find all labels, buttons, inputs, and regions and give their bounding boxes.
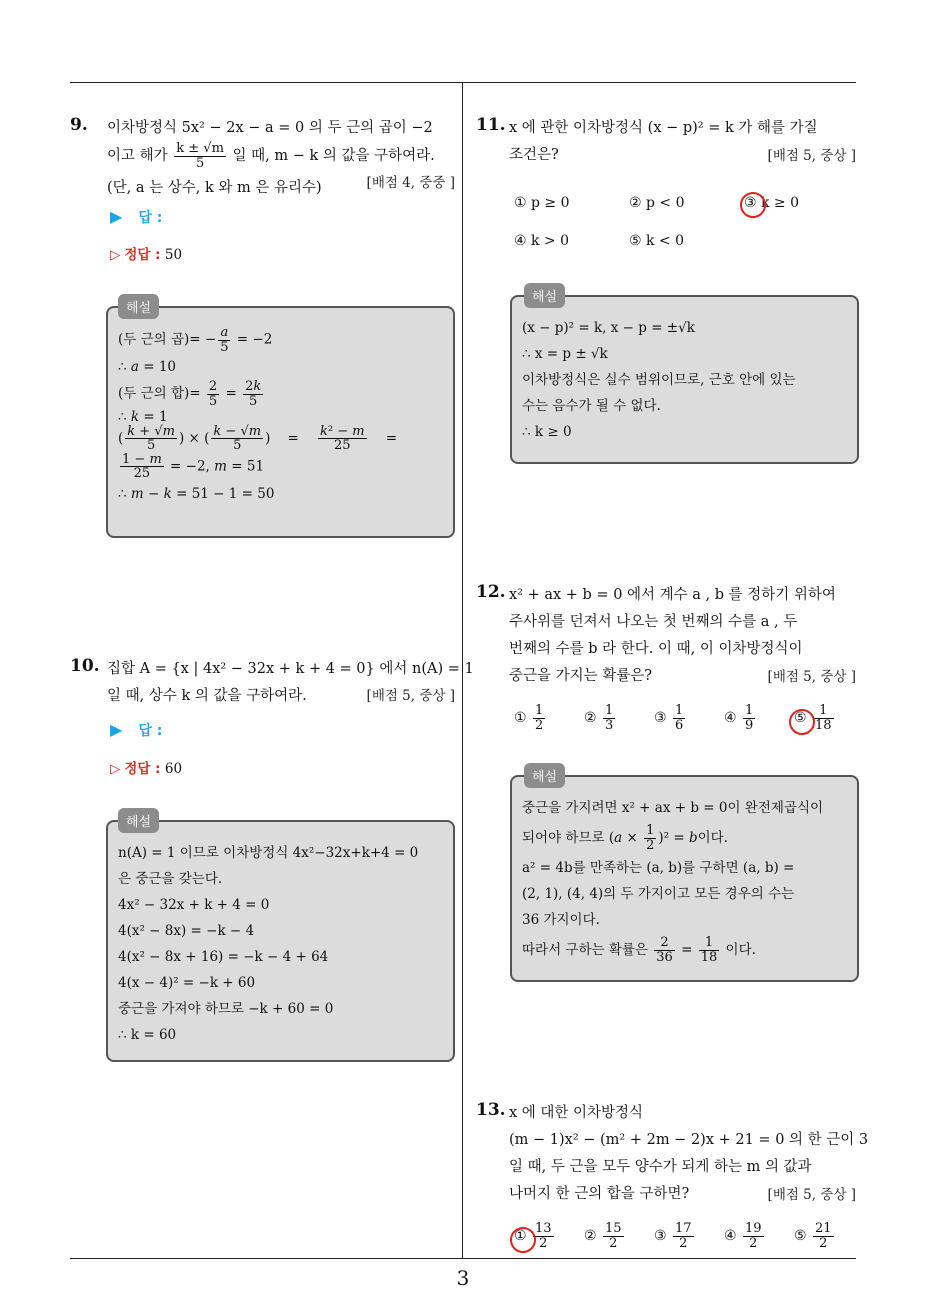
explanation-box-10	[106, 815, 455, 1062]
problem-10	[70, 656, 474, 796]
explanation-box-11	[510, 290, 859, 464]
explanation-body: (두 근의 곱)= − $\frac{a}{5}$ = −2 ∴ a = 10 (두 근의 합)= $\frac{2}{5}$ = $\frac{2k}{5}$ ∴ k = 1 ( $\frac{k + √m}{5}$ ) × ( $\frac{k - √m}{5}$ ) = $\frac{\text{k² − m}}{25}$ = $\frac{1 - m}{25}$ = −2, m = 51 ∴ m − k = 51 − 1 = 50	[118, 325, 398, 503]
choice-3[interactable]: ③ k ≥ 0	[744, 195, 800, 211]
problem-number: 10.	[70, 656, 100, 676]
explanation-box-12	[510, 770, 859, 982]
answer-field[interactable]: ▶ 답 :	[110, 720, 163, 739]
choice-3[interactable]: ③ $\frac{1}{6}$	[654, 703, 684, 733]
triangle-outline-icon: ▷	[110, 247, 121, 263]
choice-4[interactable]: ④ k > 0	[514, 233, 570, 249]
problem-text: x 에 관한 이차방정식 (x − p)² = k 가 해를 가질 조건은?	[509, 120, 818, 163]
answer-circle-mark	[740, 192, 766, 218]
score-meta: [배점 5, 중상 ]	[767, 148, 856, 164]
problem-text: 이차방정식 5x² − 2x − a = 0 의 두 근의 곱이 −2 이고 해가 $\frac{k \pm √m}{5}$ 일 때, m − k 의 값을 구하여라. (단, a 는 상수, k 와 m 은 유리수)	[107, 120, 435, 196]
explanation-body: n(A) = 1 이므로 이차방정식 4x²−32x+k+4 = 0 은 중근을 갖는다. 4x² − 32x + k + 4 = 0 4(x² − 8x) = −k − 4 4(x² − 8x + 16) = −k − 4 + 64 4(x − 4)² = −k + 60 중근을 가져야 하므로 −k + 60 = 0 ∴ k = 60	[118, 845, 419, 1043]
score-meta: [배점 5, 중상 ]	[767, 1187, 856, 1203]
score-meta: [배점 4, 중중 ]	[366, 175, 455, 191]
page-number: 3	[456, 1266, 470, 1290]
score-meta: [배점 5, 중상 ]	[767, 669, 856, 685]
explanation-body: (x − p)² = k, x − p = ±√k ∴ x = p ± √k 이차방정식은 실수 범위이므로, 근호 안에 있는 수는 음수가 될 수 없다. ∴ k ≥ 0	[522, 320, 796, 440]
triangle-outline-icon: ▷	[110, 761, 121, 777]
correct-answer: ▷ 정답 : 60	[110, 761, 183, 777]
problem-number: 13.	[476, 1100, 506, 1120]
choice-4[interactable]: ④ $\frac{19}{2}$	[724, 1221, 762, 1251]
explanation-tag: 해설	[118, 294, 159, 319]
answer-field[interactable]: ▶ 답 :	[110, 207, 163, 226]
answer-circle-mark	[510, 1227, 536, 1253]
choice-4[interactable]: ④ $\frac{1}{9}$	[724, 703, 754, 733]
explanation-body: 중근을 가지려면 x² + ax + b = 0이 완전제곱식이 되어야 하므로 (a × $\frac{1}{2}$ )² = b이다. a² = 4b를 만족하는 (a, b)를 구하면 (a, b) = (2, 1), (4, 4)의 두 가지이고 모든 경우의 수는 36 가지이다. 따라서 구하는 확률은 $\frac{2}{36}$ = $\frac{1}{18}$ 이다.	[522, 800, 824, 965]
play-icon: ▶	[110, 207, 123, 226]
problem-11	[476, 115, 856, 255]
choices	[514, 704, 854, 749]
problem-number: 12.	[476, 582, 506, 602]
correct-answer: ▷ 정답 : 50	[110, 247, 183, 263]
choices	[514, 1222, 854, 1260]
explanation-box-9	[106, 301, 455, 538]
choice-5[interactable]: ⑤ $\frac{21}{2}$	[794, 1221, 832, 1251]
fraction: $\frac{k \pm √m}{5}$	[176, 141, 224, 171]
problem-text: x 에 대한 이차방정식 (m − 1)x² − (m² + 2m − 2)x + 21 = 0 의 한 근이 3 일 때, 두 근을 모두 양수가 되게 하는 m 의 값과 나머지 한 근의 합을 구하면?	[509, 1105, 869, 1202]
score-meta: [배점 5, 중상 ]	[366, 688, 455, 704]
choice-1[interactable]: ① p ≥ 0	[514, 195, 570, 211]
choice-2[interactable]: ② $\frac{1}{3}$	[584, 703, 614, 733]
choice-2[interactable]: ② $\frac{15}{2}$	[584, 1221, 622, 1251]
choice-1[interactable]: ① $\frac{13}{2}$	[514, 1221, 552, 1251]
top-rule	[70, 82, 856, 83]
problem-13	[476, 1100, 869, 1260]
choice-5[interactable]: ⑤ k < 0	[629, 233, 685, 249]
problem-number: 9.	[70, 115, 88, 135]
problem-12	[476, 582, 856, 752]
choices	[514, 195, 854, 255]
explanation-tag: 해설	[118, 808, 159, 833]
answer-circle-mark	[789, 709, 815, 735]
choice-1[interactable]: ① $\frac{1}{2}$	[514, 703, 544, 733]
choice-2[interactable]: ② p < 0	[629, 195, 685, 211]
problem-text: x² + ax + b = 0 에서 계수 a , b 를 정하기 위하여 주사위를 던져서 나오는 첫 번째의 수를 a , 두 번째의 수를 b 라 한다. 이 때, 이 이차방정식이 중근을 가지는 확률은?	[509, 587, 836, 684]
choice-5[interactable]: ⑤ $\frac{1}{18}$	[794, 703, 832, 733]
play-icon: ▶	[110, 720, 123, 739]
explanation-tag: 해설	[524, 283, 565, 308]
explanation-tag: 해설	[524, 763, 565, 788]
problem-text: 집합 A = {x | 4x² − 32x + k + 4 = 0} 에서 n(A) = 1 일 때, 상수 k 의 값을 구하여라.	[107, 661, 474, 704]
problem-number: 11.	[476, 115, 506, 135]
choice-3[interactable]: ③ $\frac{17}{2}$	[654, 1221, 692, 1251]
